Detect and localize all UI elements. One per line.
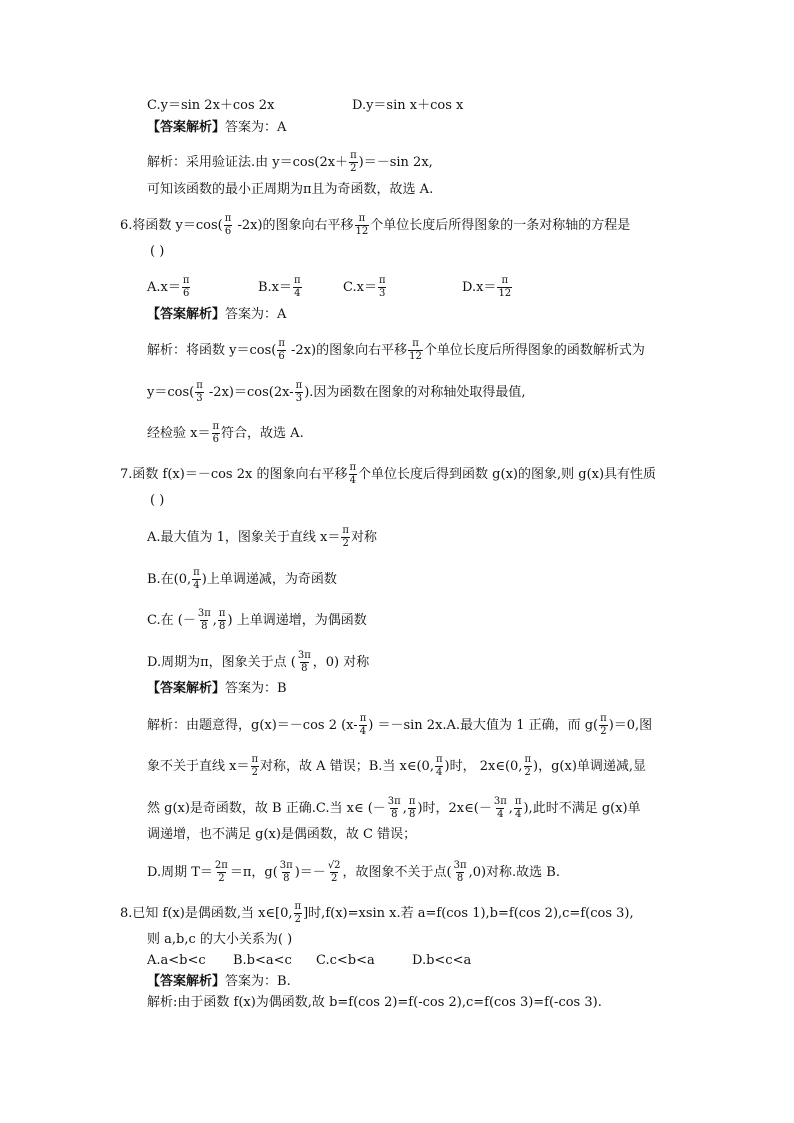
q5-option-d: D.y＝sin x＋cos x [352, 98, 464, 113]
q6-explanation-line1: 解析：将函数 y＝cos( $\frac{\pi}{6}$ -2x)的图象向右平移 $\frac{\pi}{12}$ 个单位长度后所得图象的函数解析式为 [147, 338, 645, 362]
q7-explanation-line3: 然 g(x)是奇函数，故 B 正确.C.当 x∈ (－ $\frac{3\pi}{8}$ , $\frac{\pi}{8}$ )时，2x∈(－ $\frac{3\pi}{4}$ , $\frac{\pi}{4}$ ),此时不满足 g(x)单 [147, 796, 641, 820]
q6-answer: 【答案解析】答案为：A [147, 307, 287, 322]
q7-option-c: C.在 (－ $\frac{3\pi}{8}$ , $\frac{\pi}{8}$ ) 上单调递增，为偶函数 [147, 608, 367, 632]
fraction: $\frac{\pi}{6}$ [224, 213, 232, 237]
q6-stem: 6.将函数 y＝cos( $\frac{\pi}{6}$ -2x)的图象向右平移 $\frac{\pi}{12}$ 个单位长度后所得图象的一条对称轴的方程是 [120, 213, 631, 237]
fraction: $\frac{\pi}{12}$ [355, 213, 369, 237]
q8-option-c: C.c<b<a [316, 953, 375, 968]
q6-option-d: D.x＝ $\frac{\pi}{12}$ [462, 275, 512, 299]
q6-explanation-line2: y＝cos( $\frac{\pi}{3}$ -2x)＝cos(2x- $\frac{\pi}{3}$ ).因为函数在图象的对称轴处取得最值, [147, 380, 526, 404]
q8-stem-line2: 则 a,b,c 的大小关系为( ) [147, 932, 293, 947]
q7-explanation-line4: 调递增，也不满足 g(x)是偶函数，故 C 错误； [147, 827, 417, 842]
q6-explanation-line3: 经检验 x＝ $\frac{\pi}{6}$ 符合，故选 A. [147, 421, 304, 445]
q7-option-b: B.在(0, $\frac{\pi}{4}$ )上单调递减，为奇函数 [147, 567, 337, 591]
q6-answer-paren: ( ) [150, 244, 165, 259]
q5-explanation-line1: 解析：采用验证法.由 y＝cos(2x＋ $\frac{\pi}{2}$ )＝－sin 2x, [147, 150, 433, 174]
q7-stem: 7.函数 f(x)＝－cos 2x 的图象向右平移 $\frac{\pi}{4}$ 个单位长度后得到函数 g(x)的图象,则 g(x)具有性质 [120, 462, 657, 486]
answer-tag: 【答案解析】 [147, 120, 226, 135]
answer-text: 答案为：A [225, 120, 287, 135]
q8-option-b: B.b<a<c [233, 953, 292, 968]
q7-answer: 【答案解析】答案为：B [147, 681, 287, 696]
q5-explanation-line2: 可知该函数的最小正周期为π且为奇函数，故选 A. [147, 182, 434, 197]
q8-explanation: 解析:由于函数 f(x)为偶函数,故 b=f(cos 2)=f(-cos 2),c=f(cos 3)=f(-cos 3). [147, 995, 602, 1010]
q7-option-a: A.最大值为 1，图象关于直线 x＝ $\frac{\pi}{2}$ 对称 [147, 525, 377, 549]
q7-answer-paren: ( ) [150, 493, 165, 508]
q7-option-d: D.周期为π，图象关于点 ( $\frac{3\pi}{8}$ ，0) 对称 [147, 650, 370, 674]
q7-explanation-line5: D.周期 T＝ $\frac{2\pi}{2}$ ＝π，g( $\frac{3\pi}{8}$ )＝－ $\frac{√2}{2}$ ，故图象不关于点( $\frac{3\pi}{8}$ ,0)对称.故选 B. [147, 860, 560, 884]
q7-explanation-line2: 象不关于直线 x＝ $\frac{\pi}{2}$ 对称，故 A 错误；B.当 x∈(0, $\frac{\pi}{4}$ )时， 2x∈(0, $\frac{\pi}{2}$ )，g(x)单调递减,显 [147, 754, 647, 778]
q6-option-c: C.x＝ $\frac{\pi}{3}$ [343, 275, 386, 299]
q5-option-c: C.y＝sin 2x＋cos 2x [147, 98, 275, 113]
q8-option-d: D.b<c<a [412, 953, 472, 968]
q5-answer [147, 120, 286, 136]
q8-answer: 【答案解析】答案为：B. [147, 974, 291, 989]
q7-explanation-line1: 解析：由题意得，g(x)＝－cos 2 (x- $\frac{\pi}{4}$ ) ＝－sin 2x.A.最大值为 1 正确，而 g( $\frac{\pi}{2}$ )＝0,图 [147, 713, 653, 737]
q8-stem: 8.已知 f(x)是偶函数,当 x∈[0, $\frac{\pi}{2}$ ]时,f(x)=xsin x.若 a=f(cos 1),b=f(cos 2),c=f(cos 3), [120, 901, 634, 925]
fraction: $\frac{\pi}{2}$ [350, 150, 357, 174]
q6-option-b: B.x＝ $\frac{\pi}{4}$ [258, 275, 301, 299]
q8-option-a: A.a<b<c [147, 953, 206, 968]
q6-option-a: A.x＝ $\frac{\pi}{6}$ [147, 275, 190, 299]
